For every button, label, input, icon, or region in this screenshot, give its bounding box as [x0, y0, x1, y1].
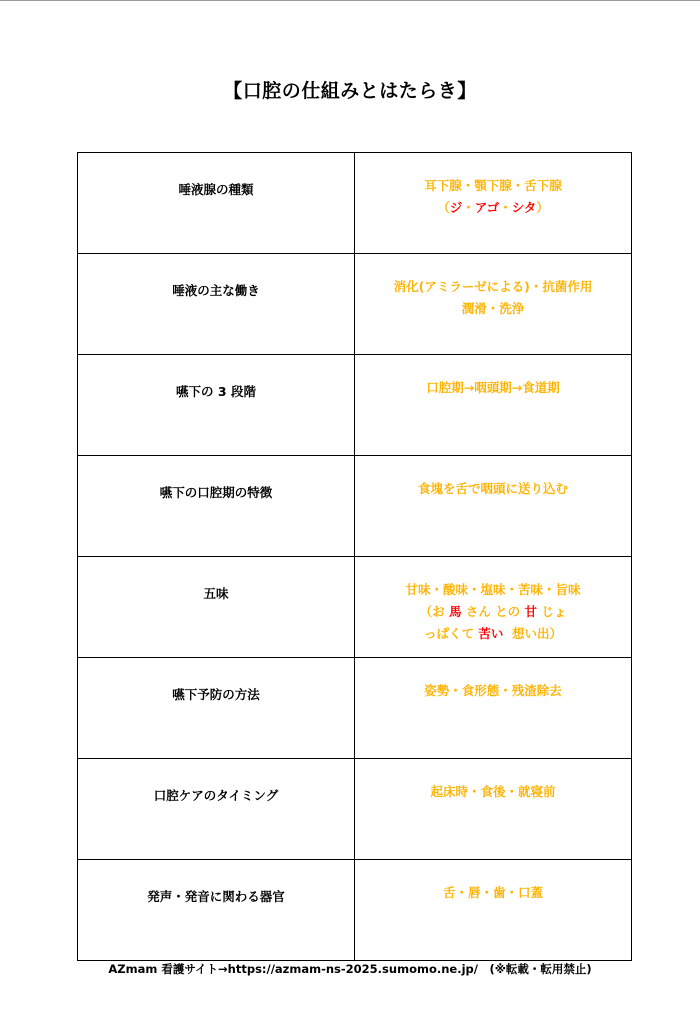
- answer-cell: [355, 456, 632, 557]
- answer-line: [355, 197, 631, 219]
- question-text: 嚥下の 3 段階: [176, 384, 256, 399]
- answer-cell: [355, 355, 632, 456]
- table-row: [78, 759, 632, 860]
- mnemonic-highlight: ジ: [449, 200, 463, 215]
- mnemonic-highlight: アゴ: [474, 200, 500, 215]
- answer-text: [355, 781, 631, 803]
- answer-line: [355, 680, 631, 702]
- question-text: 五味: [203, 586, 229, 601]
- answer-segment: 舌・唇・歯・口蓋: [442, 885, 543, 900]
- answer-segment: （: [437, 200, 450, 215]
- answer-line: [355, 478, 631, 500]
- answer-line: [355, 601, 631, 623]
- mnemonic-highlight: シタ: [511, 200, 537, 215]
- mnemonic-highlight: 苦い: [478, 626, 504, 641]
- answer-segment: 起床時・食後・就寝前: [430, 784, 556, 799]
- answer-segment: 耳下腺・顎下腺・舌下腺: [424, 178, 562, 193]
- answer-cell: [355, 860, 632, 961]
- answer-line: [355, 377, 631, 399]
- answer-segment: さん との: [461, 604, 525, 619]
- answer-line: [355, 882, 631, 904]
- question-text: 唾液の主な働き: [172, 283, 260, 298]
- answer-line: [355, 781, 631, 803]
- question-text: 発声・発音に関わる器官: [147, 889, 285, 904]
- answer-segment: っぱくて: [423, 626, 479, 641]
- page-title: 【口腔の仕組みとはたらき】: [223, 80, 477, 102]
- answer-line: [355, 276, 631, 298]
- question-cell: [78, 254, 355, 355]
- answer-segment: 口腔期→咽頭期→食道期: [426, 380, 560, 395]
- answer-text: [355, 882, 631, 904]
- answer-line: [355, 175, 631, 197]
- answer-text: [355, 175, 631, 219]
- answer-segment: 潤滑・洗浄: [461, 301, 525, 316]
- question-cell: [78, 658, 355, 759]
- table-row: [78, 557, 632, 658]
- table-row: [78, 456, 632, 557]
- question-text: 嚥下予防の方法: [172, 687, 260, 702]
- answer-cell: [355, 153, 632, 254]
- summary-table-body: [78, 153, 632, 961]
- answer-segment: （お: [419, 604, 449, 619]
- answer-cell: [355, 658, 632, 759]
- question-cell: [78, 759, 355, 860]
- table-row: [78, 355, 632, 456]
- answer-text: [355, 579, 631, 645]
- answer-text: [355, 680, 631, 702]
- answer-text: [355, 478, 631, 500]
- answer-line: [355, 298, 631, 320]
- question-text: 唾液腺の種類: [178, 182, 254, 197]
- question-cell: [78, 860, 355, 961]
- answer-line: [355, 579, 631, 601]
- answer-cell: [355, 759, 632, 860]
- answer-segment: ）: [536, 200, 549, 215]
- answer-segment: 甘味・酸味・塩味・苦味・旨味: [405, 582, 581, 597]
- answer-segment: 想い出）: [503, 626, 563, 641]
- question-cell: [78, 557, 355, 658]
- question-cell: [78, 456, 355, 557]
- top-border-line: [0, 0, 700, 1]
- question-text: 口腔ケアのタイミング: [153, 788, 279, 803]
- summary-table: [77, 152, 632, 961]
- answer-segment: ・: [499, 200, 512, 215]
- answer-segment: 食塊を舌で咽頭に送り込む: [417, 481, 568, 496]
- question-cell: [78, 153, 355, 254]
- answer-segment: 消化(アミラーゼによる)・抗菌作用: [393, 279, 593, 294]
- table-row: [78, 254, 632, 355]
- answer-line: [355, 623, 631, 645]
- answer-text: [355, 276, 631, 320]
- table-row: [78, 860, 632, 961]
- answer-segment: ・: [462, 200, 475, 215]
- answer-cell: [355, 557, 632, 658]
- mnemonic-highlight: 甘: [524, 604, 538, 619]
- table-row: [78, 153, 632, 254]
- question-cell: [78, 355, 355, 456]
- answer-segment: 姿勢・食形態・残渣除去: [424, 683, 562, 698]
- answer-text: [355, 377, 631, 399]
- answer-segment: じょ: [537, 604, 567, 619]
- table-row: [78, 658, 632, 759]
- question-text: 嚥下の口腔期の特徴: [159, 485, 273, 500]
- answer-cell: [355, 254, 632, 355]
- footer-credit: AZmam 看護サイト→https://azmam-ns-2025.sumomo.ne.jp/ (※転載・転用禁止): [108, 962, 592, 976]
- mnemonic-highlight: 馬: [448, 604, 462, 619]
